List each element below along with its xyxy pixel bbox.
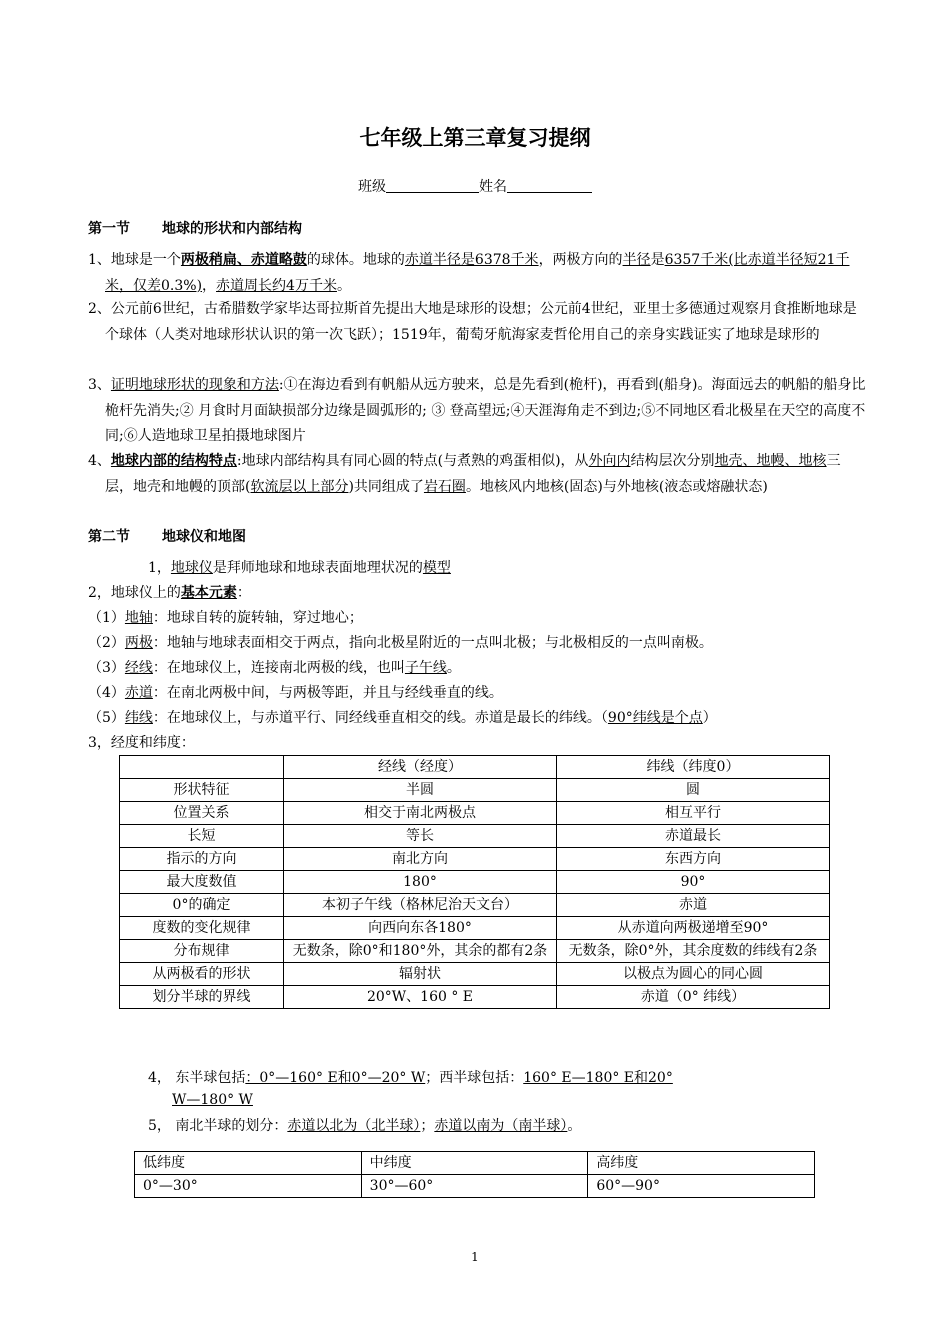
text: 。地核风内地核(固态)与外地核(液态或熔融状态) bbox=[465, 478, 768, 495]
page-number: 1 bbox=[471, 1250, 479, 1264]
key-term: 证明地球形状的现象和方法 bbox=[110, 377, 279, 393]
text: ；西半球包括： bbox=[425, 1070, 524, 1086]
page-title: 七年级上第三章复习提纲 bbox=[359, 126, 591, 150]
table-cell: 从两极看的形状 bbox=[120, 963, 284, 986]
table-row bbox=[120, 802, 830, 825]
key-term: 赤道半径是6378千米 bbox=[404, 252, 539, 268]
table-cell: 赤道 bbox=[557, 894, 830, 917]
table-row bbox=[120, 940, 830, 963]
table-row bbox=[120, 963, 830, 986]
table-row bbox=[120, 848, 830, 871]
text: （2） bbox=[88, 635, 125, 651]
line-basic-elements bbox=[88, 581, 251, 605]
section-heading-1 bbox=[88, 218, 302, 238]
key-term: 地球仪 bbox=[170, 560, 213, 576]
table-cell: 20°W、160 ° E bbox=[284, 986, 557, 1009]
key-term: 赤道以北为（北半球） bbox=[287, 1118, 421, 1134]
key-term: 半径 bbox=[622, 252, 651, 268]
table-row bbox=[120, 779, 830, 802]
table-row bbox=[120, 871, 830, 894]
line-east-west-hemisphere bbox=[148, 1066, 673, 1090]
text: 1， bbox=[148, 560, 171, 576]
key-term: ：0°—160° E和0°—20° W bbox=[245, 1070, 426, 1086]
table-cell: 位置关系 bbox=[120, 802, 284, 825]
table-cell: 无数条，除0°和180°外，其余的都有2条 bbox=[284, 940, 557, 963]
section-title: 地球的形状和内部结构 bbox=[162, 221, 302, 237]
table-cell: 指示的方向 bbox=[120, 848, 284, 871]
table-cell: 0°—30° bbox=[135, 1175, 362, 1198]
key-term: 6357千米(比赤道半径短21千米，仅差0.3%) bbox=[105, 252, 850, 294]
line-parallel bbox=[88, 706, 717, 730]
class-blank bbox=[386, 177, 479, 193]
key-term: 赤道以南为（南半球） bbox=[434, 1118, 568, 1134]
table-row bbox=[135, 1175, 815, 1198]
header-cell: 高纬度 bbox=[588, 1152, 815, 1175]
table-cell: 等长 bbox=[284, 825, 557, 848]
text: :地球内部结构具有同心圆的特点(与煮熟的鸡蛋相似)，从 bbox=[236, 453, 589, 469]
table-cell: 相互平行 bbox=[557, 802, 830, 825]
table-cell: 半圆 bbox=[284, 779, 557, 802]
line-poles bbox=[88, 631, 713, 655]
key-term: 子午线 bbox=[404, 660, 447, 676]
text: ， bbox=[202, 277, 217, 294]
key-term: 赤道周长约4万千米 bbox=[216, 277, 337, 294]
table-row bbox=[120, 986, 830, 1009]
table-cell: 最大度数值 bbox=[120, 871, 284, 894]
line-north-south-hemisphere bbox=[148, 1114, 581, 1138]
line-west-hemisphere-continued bbox=[172, 1088, 253, 1112]
key-term: 两极 bbox=[124, 635, 153, 651]
line-meridian bbox=[88, 656, 461, 680]
text: 1、地球是一个 bbox=[88, 252, 181, 268]
section-number: 第二节 bbox=[88, 529, 130, 545]
text: )共同组成了 bbox=[348, 478, 424, 495]
table-row bbox=[120, 825, 830, 848]
table-cell: 60°—90° bbox=[588, 1175, 815, 1198]
text: ； bbox=[420, 1118, 435, 1134]
table-cell: 以极点为圆心的同心圆 bbox=[557, 963, 830, 986]
text: 。 bbox=[336, 277, 351, 294]
section-heading-2 bbox=[88, 526, 246, 546]
table-cell: 形状特征 bbox=[120, 779, 284, 802]
section-number: 第一节 bbox=[88, 221, 130, 237]
table-header-row bbox=[135, 1152, 815, 1175]
table-row bbox=[120, 894, 830, 917]
text: 是 bbox=[650, 252, 665, 268]
class-name-line bbox=[0, 176, 950, 196]
table-header-row bbox=[120, 756, 830, 779]
text: （3） bbox=[88, 660, 125, 676]
text: 三层，地壳和地幔的顶部( bbox=[105, 453, 841, 495]
text: （1） bbox=[88, 610, 125, 626]
key-term: 经线 bbox=[124, 660, 153, 676]
header-cell: 纬线（纬度0） bbox=[557, 756, 830, 779]
text: ，两极方向的 bbox=[538, 252, 623, 268]
key-term: 纬线 bbox=[124, 710, 153, 726]
key-term: 90°纬线是个点 bbox=[607, 710, 703, 726]
table-cell: 无数条，除0°外，其余度数的纬线有2条 bbox=[557, 940, 830, 963]
text: 3、 bbox=[88, 377, 111, 393]
text: 的球体。地球的 bbox=[306, 252, 405, 268]
text: :①在海边看到有帆船从远方驶来，总是先看到(桅杆)，再看到(船身)。海面远去的帆船的船身比桅杆先消失;② 月食时月面缺损部分边缘是圆弧形的; ③ 登高望远;④天涯海角走不到边;⑤不同地区看北极星在天空的高度不同;⑥人造地球卫星拍摄地球图片 bbox=[105, 377, 866, 444]
header-cell: 经线（经度） bbox=[284, 756, 557, 779]
table-row bbox=[120, 917, 830, 940]
text: 2，地球仪上的 bbox=[88, 585, 181, 601]
table-cell: 划分半球的界线 bbox=[120, 986, 284, 1009]
table-cell: 辐射状 bbox=[284, 963, 557, 986]
table-cell: 从赤道向两极递增至90° bbox=[557, 917, 830, 940]
key-term: 赤道 bbox=[124, 685, 153, 701]
table-cell: 30°—60° bbox=[361, 1175, 588, 1198]
table-cell: 180° bbox=[284, 871, 557, 894]
text: ：在南北两极中间，与两极等距，并且与经线垂直的线。 bbox=[152, 685, 503, 701]
text: 4、 bbox=[88, 453, 111, 469]
table-cell: 赤道（0° 纬线） bbox=[557, 986, 830, 1009]
table-cell: 90° bbox=[557, 871, 830, 894]
table-cell: 本初子午线（格林尼治天文台） bbox=[284, 894, 557, 917]
key-term: 岩石圈 bbox=[423, 478, 466, 495]
paragraph-1 bbox=[88, 248, 868, 299]
class-label: 班级 bbox=[358, 179, 386, 195]
text: 5， 南北半球的划分： bbox=[148, 1118, 288, 1134]
text: （5） bbox=[88, 710, 125, 726]
name-blank bbox=[507, 177, 592, 193]
key-term: 地轴 bbox=[124, 610, 153, 626]
text: ：在地球仪上，连接南北两极的线，也叫 bbox=[152, 660, 405, 676]
text: 4， 东半球包括 bbox=[148, 1070, 246, 1086]
key-term: 160° E—180° E和20° bbox=[523, 1070, 673, 1086]
line-equator bbox=[88, 681, 503, 705]
line-lon-lat-heading: 3，经度和纬度： bbox=[88, 735, 195, 751]
text: 结构层次分别 bbox=[630, 453, 715, 469]
table-cell: 长短 bbox=[120, 825, 284, 848]
section-title: 地球仪和地图 bbox=[162, 529, 246, 545]
text: ） bbox=[702, 710, 717, 726]
text: ： bbox=[236, 585, 251, 601]
key-term: W—180° W bbox=[172, 1092, 253, 1108]
table-cell: 赤道最长 bbox=[557, 825, 830, 848]
key-term: 模型 bbox=[422, 560, 451, 576]
table-cell: 东西方向 bbox=[557, 848, 830, 871]
line-axis bbox=[88, 606, 363, 630]
table-cell: 南北方向 bbox=[284, 848, 557, 871]
table-cell: 0°的确定 bbox=[120, 894, 284, 917]
key-term: 两极稍扁、赤道略鼓 bbox=[180, 252, 307, 268]
table-cell: 圆 bbox=[557, 779, 830, 802]
text: （4） bbox=[88, 685, 125, 701]
table-cell: 分布规律 bbox=[120, 940, 284, 963]
paragraph-4 bbox=[88, 449, 868, 500]
text: 。 bbox=[446, 660, 461, 676]
text: ：地轴与地球表面相交于两点，指向北极星附近的一点叫北极；与北极相反的一点叫南极。 bbox=[152, 635, 713, 651]
text: ：在地球仪上，与赤道平行、同经线垂直相交的线。赤道是最长的纬线。（ bbox=[152, 710, 608, 726]
key-term: 地球内部的结构特点 bbox=[110, 453, 237, 469]
latitude-zone-table bbox=[134, 1151, 815, 1198]
table-cell: 度数的变化规律 bbox=[120, 917, 284, 940]
name-label: 姓名 bbox=[479, 179, 507, 195]
header-cell: 低纬度 bbox=[135, 1152, 362, 1175]
table-cell: 向西向东各180° bbox=[284, 917, 557, 940]
header-cell: 中纬度 bbox=[361, 1152, 588, 1175]
key-term: 软流层以上部分 bbox=[250, 478, 349, 495]
line-globe-model bbox=[148, 556, 451, 580]
paragraph-3 bbox=[88, 373, 868, 450]
text: 是拜师地球和地球表面地理状况的 bbox=[212, 560, 423, 576]
key-term: 地壳、地幔、地核 bbox=[714, 453, 827, 469]
table-cell: 相交于南北两极点 bbox=[284, 802, 557, 825]
key-term: 外向内 bbox=[588, 453, 631, 469]
text: 。 bbox=[567, 1118, 582, 1134]
text: ：地球自转的旋转轴，穿过地心； bbox=[152, 610, 363, 626]
header-cell bbox=[120, 756, 284, 779]
key-term: 基本元素 bbox=[180, 585, 237, 601]
paragraph-2: 2、公元前6世纪，古希腊数学家毕达哥拉斯首先提出大地是球形的设想；公元前4世纪，亚里士多德通过观察月食推断地球是个球体（人类对地球形状认识的第一次飞跃）；1519年，葡萄牙航海家麦哲伦用自己的亲身实践证实了地球是球形的 bbox=[88, 301, 857, 343]
longitude-latitude-table bbox=[119, 755, 830, 1009]
